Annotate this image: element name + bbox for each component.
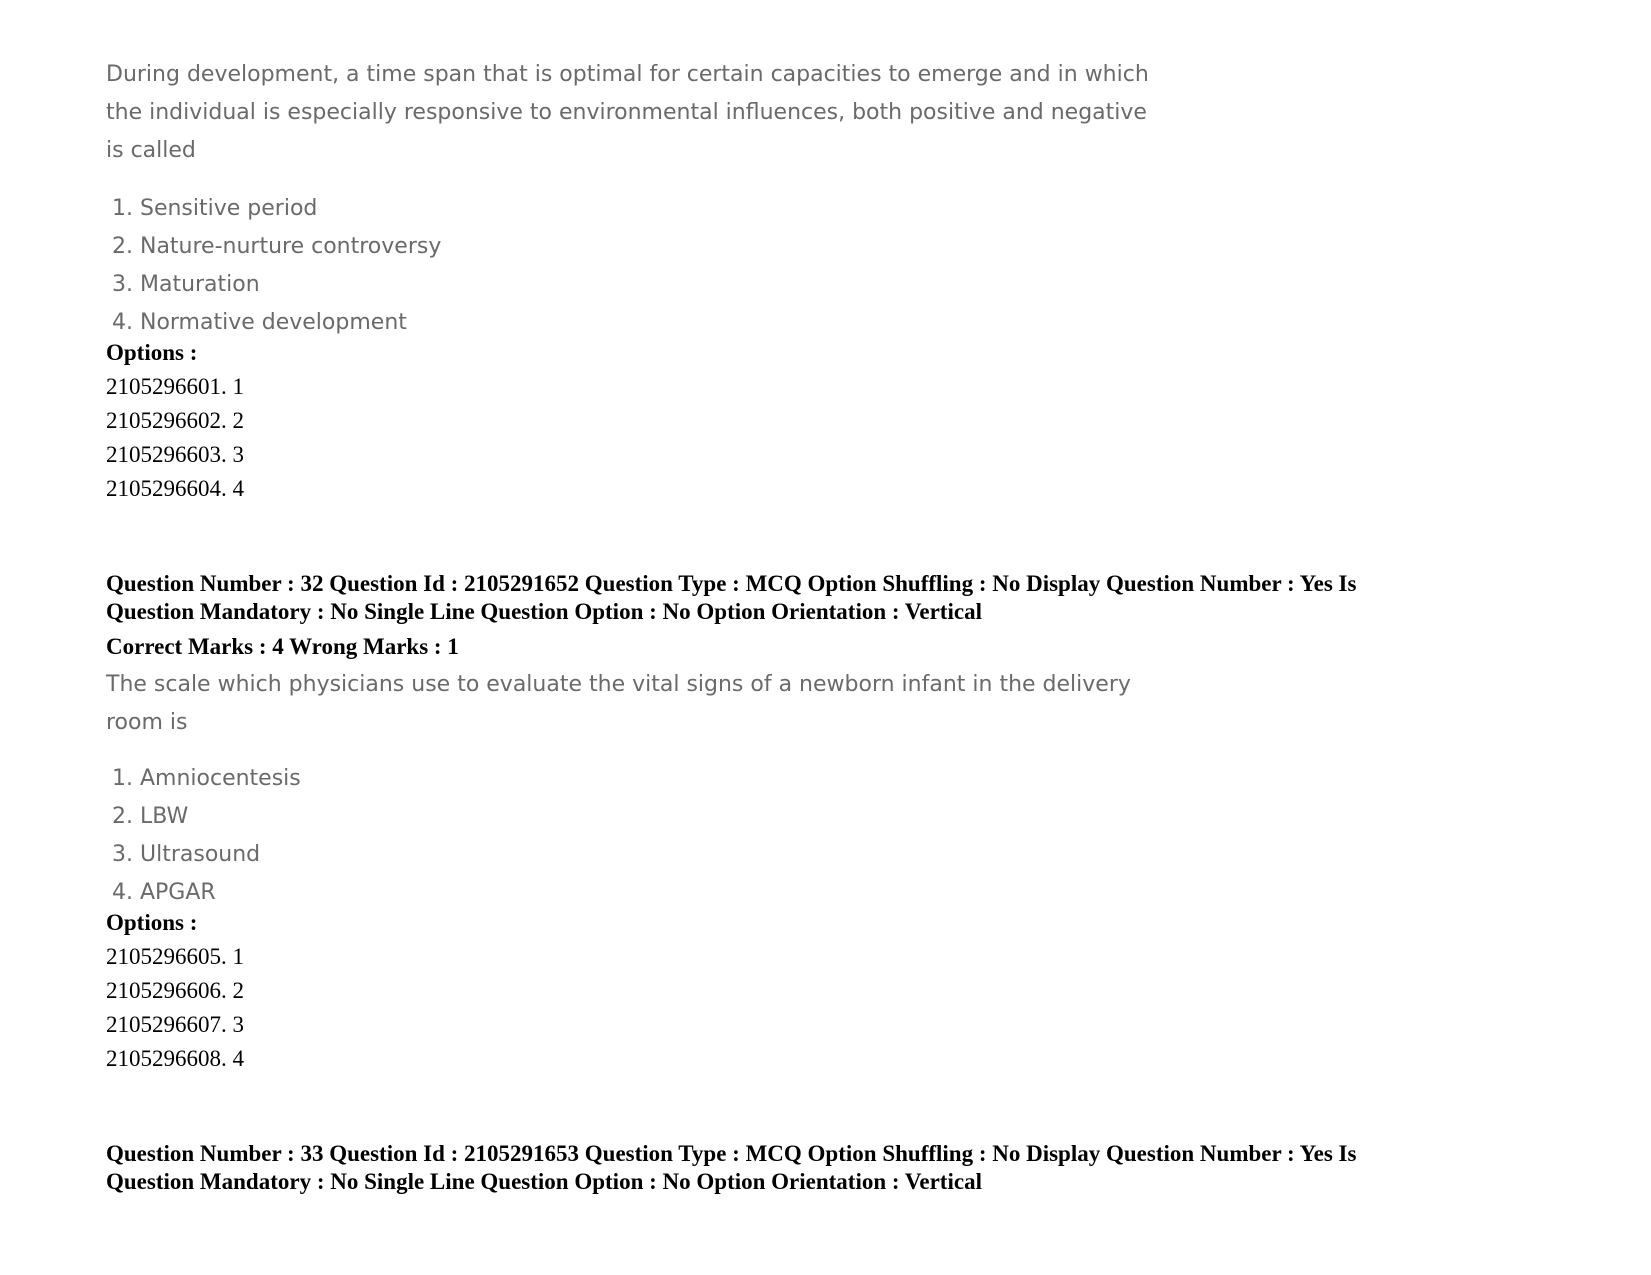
meta-line: Question Mandatory : No Single Line Question Option : No Option Orientation : Vertical (106, 1169, 982, 1194)
option-id: 2105296602. 2 (106, 408, 244, 433)
question-31-choices (106, 190, 441, 342)
question-32-marks (106, 630, 459, 664)
stem-line: room is (106, 710, 188, 735)
choice-item: 1. Sensitive period (112, 196, 318, 221)
choice-item: 3. Maturation (112, 272, 260, 297)
question-31-options (106, 336, 244, 506)
stem-line: During development, a time span that is optimal for certain capacities to emerge and in which (106, 62, 1149, 87)
choice-item: 4. APGAR (112, 880, 216, 905)
question-32-stem (106, 666, 1131, 742)
choice-item: 3. Ultrasound (112, 842, 261, 867)
option-id: 2105296608. 4 (106, 1046, 244, 1071)
stem-line: The scale which physicians use to evaluate the vital signs of a newborn infant in the delivery (106, 672, 1131, 697)
meta-line: Question Number : 33 Question Id : 2105291653 Question Type : MCQ Option Shuffling : No Display Question Number : Yes Is (106, 1141, 1357, 1166)
choice-item: 1. Amniocentesis (112, 766, 301, 791)
stem-line: the individual is especially responsive to environmental influences, both positive and negative (106, 100, 1147, 125)
question-33-meta (106, 1140, 1356, 1196)
choice-item: 2. LBW (112, 804, 189, 829)
question-32-meta (106, 570, 1356, 626)
option-id: 2105296605. 1 (106, 944, 244, 969)
option-id: 2105296604. 4 (106, 476, 244, 501)
marks-line: Correct Marks : 4 Wrong Marks : 1 (106, 634, 459, 659)
options-label: Options : (106, 910, 198, 935)
meta-line: Question Mandatory : No Single Line Question Option : No Option Orientation : Vertical (106, 599, 982, 624)
option-id: 2105296601. 1 (106, 374, 244, 399)
options-label: Options : (106, 340, 198, 365)
choice-item: 4. Normative development (112, 310, 407, 335)
option-id: 2105296603. 3 (106, 442, 244, 467)
question-31-stem (106, 56, 1149, 170)
stem-line: is called (106, 138, 196, 163)
question-32-choices (106, 760, 301, 912)
option-id: 2105296607. 3 (106, 1012, 244, 1037)
choice-item: 2. Nature-nurture controversy (112, 234, 442, 259)
question-32-options (106, 906, 244, 1076)
meta-line: Question Number : 32 Question Id : 2105291652 Question Type : MCQ Option Shuffling : No Display Question Number : Yes Is (106, 571, 1357, 596)
option-id: 2105296606. 2 (106, 978, 244, 1003)
